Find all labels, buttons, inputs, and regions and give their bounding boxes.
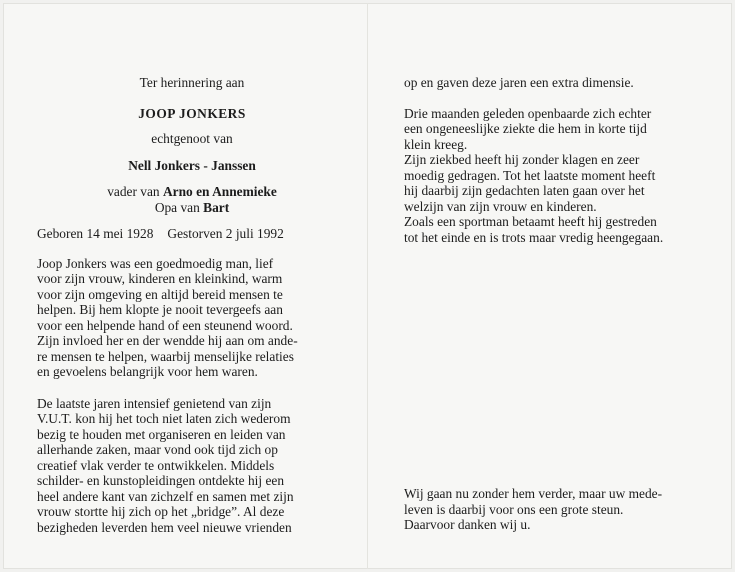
text-line: bezigheden leverden hem veel nieuwe vrienden <box>37 519 292 535</box>
text-line: voor zijn vrouw, kinderen en kleinkind, warm <box>37 271 283 286</box>
children-line <box>37 184 347 200</box>
text-line: moedig gedragen. Tot het laatste moment heeft <box>404 167 656 183</box>
text-line: schilder- en kunstopleidingen ontdekte hij een <box>37 473 285 488</box>
text-line: De laatste jaren intensief genietend van zijn <box>37 395 272 411</box>
grandchild-line <box>37 200 347 216</box>
text-line: helpen. Bij hem klopte je nooit tevergeefs aan <box>37 302 283 317</box>
text-line: en gevoelens belangrijk voor hem waren. <box>37 364 258 379</box>
text-line: Drie maanden geleden openbaarde zich echter <box>404 105 652 121</box>
text-line: hij daarbij zijn gedachten laten gaan over het <box>404 183 645 198</box>
text-line: een ongeneeslijke ziekte die hem in korte tijd <box>404 121 647 136</box>
text-line: allerhande zaken, maar vond ook tijd zich op <box>37 442 278 457</box>
text-line: Daarvoor danken wij u. <box>404 517 531 532</box>
right-page <box>404 75 704 245</box>
text-line: Zijn invloed her en der wendde hij aan om ande- <box>37 333 298 348</box>
deceased-name: JOOP JONKERS <box>138 105 246 121</box>
biography-paragraph-2 <box>37 396 359 536</box>
text-line: V.U.T. kon hij het toch niet laten zich wederom <box>37 411 291 426</box>
text-line: klein kreeg. <box>404 136 468 152</box>
text-line: Joop Jonkers was een goedmoedig man, lief <box>37 255 274 271</box>
text-line: voor zijn omgeving en altijd bereid mensen te <box>37 286 283 302</box>
grandchild-name: Bart <box>203 199 230 215</box>
grandchild-prefix: Opa van <box>154 199 204 215</box>
death-date: Gestorven 2 juli 1992 <box>167 226 284 241</box>
text-line: voor een helpende hand of een steunend woord. <box>37 317 293 333</box>
text-line: Zijn ziekbed heeft hij zonder klagen en zeer <box>404 152 640 167</box>
biography-continuation: op en gaven deze jaren een extra dimensie. <box>404 75 634 90</box>
card-fold-line <box>367 3 368 569</box>
intro-text: Ter herinnering aan <box>139 75 245 90</box>
birth-date: Geboren 14 mei 1928 <box>37 226 154 241</box>
left-page <box>37 70 359 535</box>
text-line: bezig te houden met organiseren en leiden van <box>37 426 286 442</box>
life-dates <box>37 226 359 242</box>
text-line: Zoals een sportman betaamt heeft hij gestreden <box>404 214 657 229</box>
biography-paragraph-1 <box>37 256 359 380</box>
text-line: tot het einde en is trots maar vredig heengegaan. <box>404 229 664 245</box>
text-line: heel andere kant van zichzelf en samen met zijn <box>37 488 294 504</box>
sportsman-paragraph <box>404 214 704 245</box>
illness-paragraph <box>404 106 704 153</box>
closing-thanks <box>404 486 704 533</box>
text-line: welzijn van zijn vrouw en kinderen. <box>404 198 597 214</box>
spouse-name: Nell Jonkers - Janssen <box>128 157 256 173</box>
children-prefix: vader van <box>107 184 163 199</box>
spouse-label: echtgenoot van <box>151 131 233 146</box>
text-line: vrouw stortte hij zich op het „bridge”. Al deze <box>37 504 285 519</box>
text-line: Wij gaan nu zonder hem verder, maar uw mede- <box>404 486 663 501</box>
text-line: leven is daarbij voor ons een grote steun. <box>404 501 624 517</box>
sickbed-paragraph <box>404 152 704 214</box>
children-names: Arno en Annemieke <box>162 184 277 199</box>
text-line: re mensen te helpen, waarbij menselijke relaties <box>37 348 294 364</box>
text-line: creatief vlak verder te ontwikkelen. Middels <box>37 457 275 473</box>
